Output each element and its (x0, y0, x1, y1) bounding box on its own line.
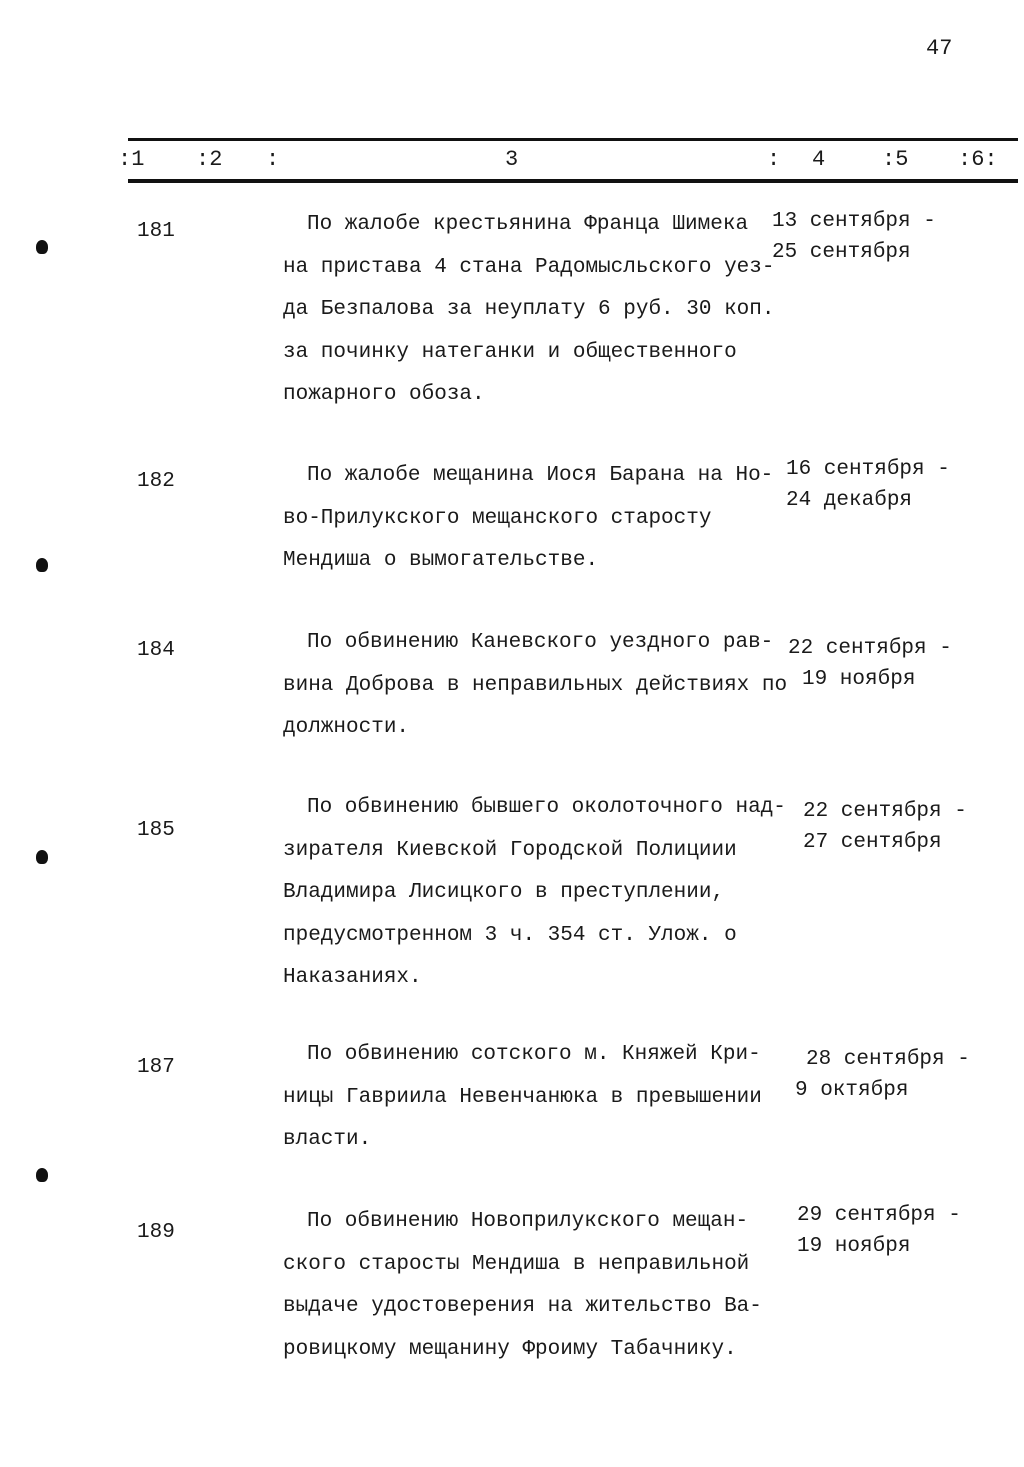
case-number: 189 (137, 1221, 175, 1244)
description-line: По жалобе мещанина Иося Барана на Но- (307, 464, 774, 487)
date-to: 24 декабря (786, 489, 913, 512)
column-header-4: 4 (812, 147, 826, 172)
case-description (283, 622, 787, 750)
case-description (283, 787, 786, 1000)
date-to: 25 сентября (772, 241, 911, 264)
column-header-6: :6: (958, 147, 998, 172)
date-from: 29 сентября - (797, 1204, 961, 1227)
page-number: 47 (926, 36, 953, 61)
description-line: По обвинению бывшего околоточного над- (307, 796, 786, 819)
description-line: выдаче удостоверения на жительство Ва- (283, 1295, 762, 1318)
date-from: 22 сентября - (788, 637, 952, 660)
case-description (283, 455, 773, 583)
header-rule-top (128, 138, 1018, 141)
description-line: По обвинению Каневского уездного рав- (307, 631, 774, 654)
column-header-1: :1 (118, 147, 145, 172)
description-line: власти. (283, 1128, 372, 1151)
description-line: предусмотренном 3 ч. 354 ст. Улож. о (283, 923, 737, 947)
description-line: ровицкому мещанину Фроиму Табачнику. (283, 1337, 737, 1361)
case-number: 184 (137, 639, 175, 662)
column-separator: : (266, 147, 280, 172)
description-line: Наказаниях. (283, 966, 422, 989)
description-line: По обвинению Новоприлукского мещан- (307, 1210, 749, 1233)
column-header-5: :5 (882, 147, 909, 172)
date-from: 13 сентября - (772, 210, 936, 233)
column-header-3: 3 (505, 147, 519, 172)
description-line: на пристава 4 стана Радомысльского уез- (283, 255, 775, 279)
description-line: вина Доброва в неправильных действиях по (283, 673, 788, 697)
description-line: пожарного обоза. (283, 383, 485, 406)
description-line: Мендиша о вымогательстве. (283, 549, 599, 572)
date-to: 9 октября (795, 1079, 909, 1102)
case-number: 181 (137, 220, 175, 243)
description-line: зирателя Киевской Городской Полициии (283, 838, 737, 862)
case-description (283, 1034, 762, 1162)
date-to: 19 ноября (797, 1235, 911, 1258)
description-line: ницы Гавриила Невенчанюка в превышении (283, 1085, 762, 1109)
case-number: 187 (137, 1056, 175, 1079)
description-line: По обвинению сотского м. Княжей Кри- (307, 1043, 761, 1066)
date-from: 28 сентября - (806, 1048, 970, 1071)
date-to: 19 ноября (802, 668, 916, 691)
case-description (283, 204, 774, 417)
description-line: Владимира Лисицкого в преступлении, (283, 881, 725, 904)
description-line: По жалобе крестьянина Франца Шимека (307, 213, 749, 236)
punch-hole-mark (36, 558, 48, 572)
case-number: 185 (137, 819, 175, 842)
punch-hole-mark (36, 240, 48, 254)
case-number: 182 (137, 470, 175, 493)
case-description (283, 1201, 762, 1371)
column-separator: : (767, 147, 781, 172)
column-header-2: :2 (196, 147, 223, 172)
punch-hole-mark (36, 850, 48, 864)
description-line: должности. (283, 716, 410, 739)
description-line: ского старосты Мендиша в неправильной (283, 1252, 750, 1276)
punch-hole-mark (36, 1168, 48, 1182)
date-to: 27 сентября (803, 831, 942, 854)
description-line: да Безпалова за неуплату 6 руб. 30 коп. (283, 298, 775, 321)
description-line: за починку натеганки и общественного (283, 340, 737, 364)
date-from: 16 сентября - (786, 458, 950, 481)
date-from: 22 сентября - (803, 800, 967, 823)
description-line: во-Прилукского мещанского старосту (283, 506, 712, 530)
header-rule-bottom (128, 179, 1018, 183)
